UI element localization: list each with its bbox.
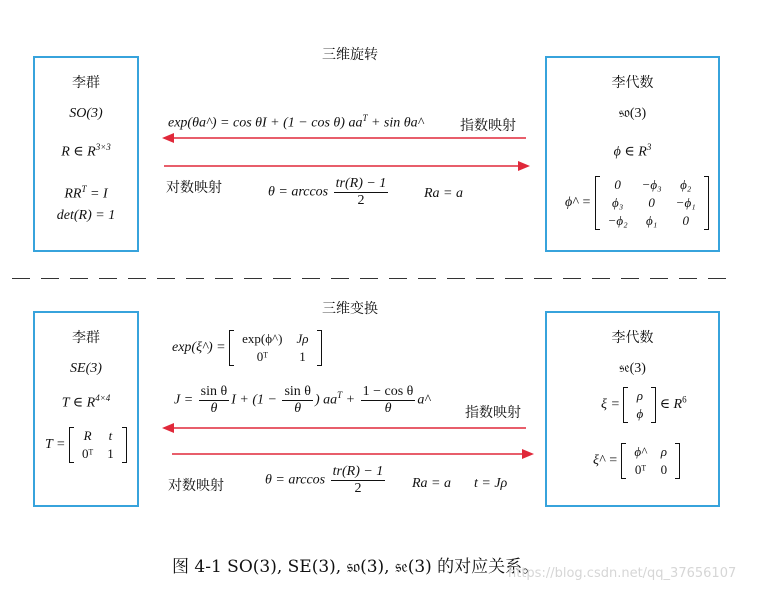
divider-dash	[41, 278, 59, 279]
algebra-name: 𝔰𝔬(3)	[618, 106, 647, 121]
divider-dash	[563, 278, 581, 279]
divider-dash	[447, 278, 465, 279]
skew-symmetric-matrix: 0 −ϕ₃ ϕ₂ ϕ₃ 0 −ϕ₁ −ϕ₂ ϕ₁ 0	[595, 176, 709, 230]
twist-vector-definition: ξ = ρ ϕ ∈ $R^6$	[601, 388, 687, 421]
divider-dash	[650, 278, 668, 279]
divider-dash	[12, 278, 30, 279]
divider-dash	[99, 278, 117, 279]
se3-group-box	[33, 311, 139, 507]
rotation-section-title: 三维旋转	[322, 47, 378, 63]
se3-exp-matrix: exp(ϕ^) Jρ 0ᵀ 1	[229, 330, 321, 366]
so3-algebra-box	[545, 56, 720, 252]
divider-dash	[708, 278, 726, 279]
orthogonality-condition: $RR^T = I$	[64, 184, 108, 202]
hat-operator-definition: ϕ^ = 0 −ϕ₃ ϕ₂ ϕ₃ 0 −ϕ₁ −ϕ₂ ϕ₁ 0	[565, 176, 709, 230]
divider-dash	[70, 278, 88, 279]
log-map-label: 对数映射	[166, 180, 222, 196]
transform-matrix: R t 0ᵀ 1	[69, 427, 127, 463]
exp-map-label: 指数映射	[465, 405, 521, 421]
so3-theta-formula: θ = arccos $\frac{tr(R) - 1}{2}$	[268, 176, 387, 208]
divider-dash	[331, 278, 349, 279]
algebra-title: 李代数	[611, 75, 654, 91]
divider-dash	[476, 278, 494, 279]
jacobian-formula: J = $\frac{\text{sin θ}}{\theta}$ I + (1 − $\frac{\text{sin θ}}{\theta}$ ) $aa^T$ + $\frac{\text{1 − cos θ}}{\theta}$ a^	[174, 384, 431, 416]
log-arrow-head	[522, 449, 534, 459]
divider-dash	[215, 278, 233, 279]
divider-dash	[505, 278, 523, 279]
divider-dash	[302, 278, 320, 279]
divider-dash	[389, 278, 407, 279]
algebra-title: 李代数	[611, 330, 654, 346]
twist-hat-definition: ξ^ = ϕ^ ρ 0ᵀ 0	[593, 443, 680, 479]
so3-axis-invariance: Ra = a	[424, 186, 463, 201]
divider-dash	[360, 278, 378, 279]
algebra-name: 𝔰𝔢(3)	[619, 361, 646, 376]
divider-dash	[157, 278, 175, 279]
divider-dash	[244, 278, 262, 279]
exp-arrow-head	[162, 423, 174, 433]
divider-dash	[534, 278, 552, 279]
divider-dash	[273, 278, 291, 279]
divider-dash	[186, 278, 204, 279]
divider-dash	[418, 278, 436, 279]
group-set: T ∈ $R^{4\times 4}$	[61, 393, 111, 411]
determinant-condition: det(R) = 1	[56, 208, 116, 223]
se3-theta-formula: θ = arccos $\frac{tr(R) - 1}{2}$	[265, 464, 384, 496]
se3-algebra-box	[545, 311, 720, 507]
top-arrows	[150, 128, 540, 176]
transform-matrix-definition: T = R t 0ᵀ 1	[45, 427, 127, 463]
transform-section-title: 三维变换	[322, 301, 378, 317]
log-map-label: 对数映射	[168, 478, 224, 494]
twist-vector: ρ ϕ	[623, 387, 656, 423]
translation-relation: t = Jρ	[474, 476, 508, 491]
group-set: R ∈ $R^{3\times 3}$	[61, 142, 111, 160]
divider-dash	[592, 278, 610, 279]
group-title: 李群	[72, 75, 100, 91]
watermark: https://blog.csdn.net/qq_37656107	[508, 566, 737, 581]
algebra-set: ϕ ∈ $R^3$	[613, 142, 652, 160]
se3-axis-invariance: Ra = a	[412, 476, 451, 491]
so3-group-box	[33, 56, 139, 252]
group-name: SO(3)	[69, 106, 103, 121]
bottom-arrows	[150, 418, 542, 466]
so3-exp-formula: exp(θa^) = cos θI + (1 − cos θ) $aa^T + \sin$ θa^	[168, 113, 424, 131]
divider-dash	[128, 278, 146, 279]
divider-dash	[679, 278, 697, 279]
exp-map-label: 指数映射	[460, 118, 516, 134]
figure-caption: 图 4-1 SO(3), SE(3), 𝔰𝔬(3), 𝔰𝔢(3) 的对应关系。	[172, 557, 540, 577]
divider-dash	[621, 278, 639, 279]
twist-hat-matrix: ϕ^ ρ 0ᵀ 0	[621, 443, 680, 479]
exp-arrow-head	[162, 133, 174, 143]
group-title: 李群	[72, 330, 100, 346]
log-arrow-head	[518, 161, 530, 171]
se3-exp-formula: exp(ξ^) = exp(ϕ^) Jρ 0ᵀ 1	[172, 330, 322, 366]
group-name: SE(3)	[70, 361, 102, 376]
